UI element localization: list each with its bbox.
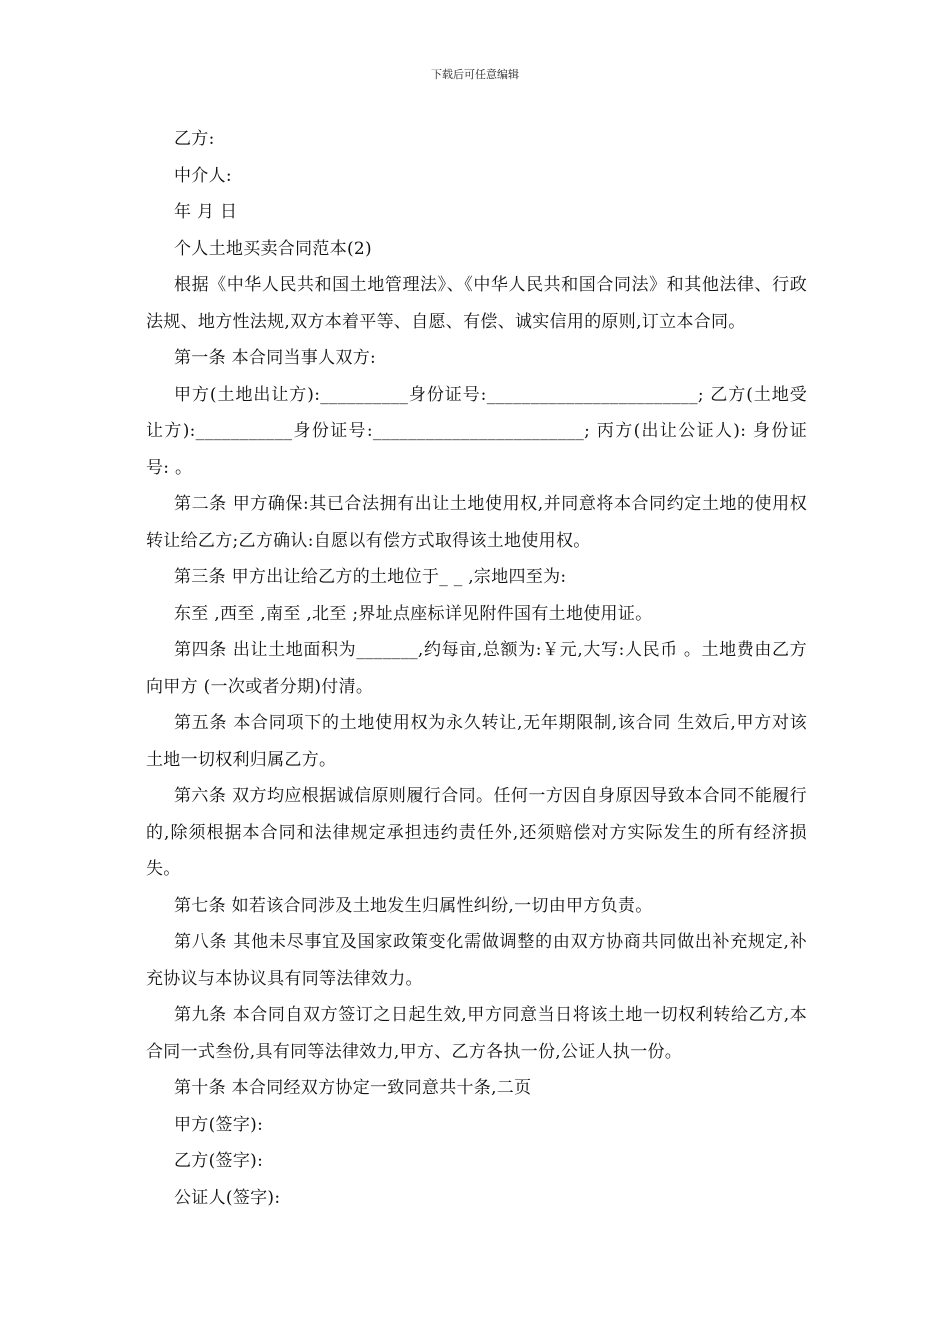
signature-party-b: 乙方(签字): xyxy=(174,1151,264,1171)
article-6: 第六条 双方均应根据诚信原则履行合同。任何一方因自身原因导致本合同不能履行的,除须根据本合同和法律规定承担违约责任外,还须赔偿对方实际发生的所有经济损失。 xyxy=(146,786,807,879)
page-header-note: 下载后可任意编辑 xyxy=(431,68,519,81)
article-10: 第十条 本合同经双方协定一致同意共十条,二页 xyxy=(174,1078,532,1098)
article-7: 第七条 如若该合同涉及土地发生归属性纠纷,一切由甲方负责。 xyxy=(174,895,653,916)
contract-title: 个人土地买卖合同范本(2) xyxy=(174,238,372,259)
date-line: 年 月 日 xyxy=(174,202,238,222)
article-3: 第三条 甲方出让给乙方的土地位于_ _ ,宗地四至为: xyxy=(174,567,567,587)
article-9: 第九条 本合同自双方签订之日起生效,甲方同意当日将该土地一切权利转给乙方,本合同一式叁份,具有同等法律效力,甲方、乙方各执一份,公证人执一份。 xyxy=(146,1005,807,1062)
article-1-heading: 第一条 本合同当事人双方: xyxy=(174,348,377,368)
article-3-boundaries: 东至 ,西至 ,南至 ,北至 ;界址点座标详见附件国有土地使用证。 xyxy=(174,603,653,624)
article-2: 第二条 甲方确保:其已合法拥有出让土地使用权,并同意将本合同约定土地的使用权转让给乙方;乙方确认:自愿以有偿方式取得该土地使用权。 xyxy=(146,494,807,551)
document-body xyxy=(146,121,807,1216)
preamble-paragraph: 根据《中华人民共和国土地管理法》、《中华人民共和国合同法》和其他法律、行政法规、地方性法规,双方本着平等、自愿、有偿、诚实信用的原则,订立本合同。 xyxy=(146,275,807,332)
party-b-line: 乙方: xyxy=(174,129,215,149)
article-4: 第四条 出让土地面积为_______,约每亩,总额为:￥元,大写:人民币 。土地费由乙方向甲方 (一次或者分期)付清。 xyxy=(146,640,807,697)
signature-party-a: 甲方(签字): xyxy=(174,1114,264,1135)
article-8: 第八条 其他未尽事宜及国家政策变化需做调整的由双方协商共同做出补充规定,补充协议与本协议具有同等法律效力。 xyxy=(146,932,807,989)
signature-notary: 公证人(签字): xyxy=(174,1187,281,1208)
intermediary-line: 中介人: xyxy=(174,165,232,186)
article-1-parties: 甲方(土地出让方):__________身份证号:________________________; 乙方(土地受让方):___________身份证号:________________________; 丙方(出让公证人): 身份证号: 。 xyxy=(146,384,807,478)
article-5: 第五条 本合同项下的土地使用权为永久转让,无年期限制,该合同 生效后,甲方对该土地一切权利归属乙方。 xyxy=(146,713,807,770)
